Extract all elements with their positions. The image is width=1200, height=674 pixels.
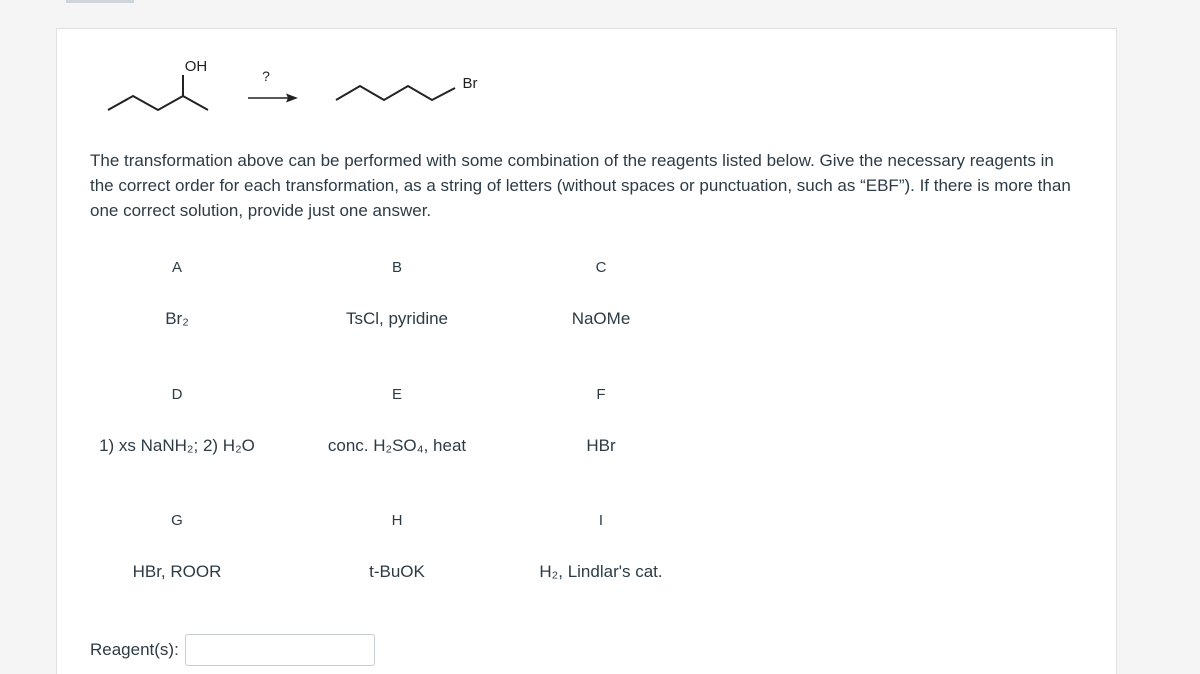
option-reagent: t-BuOK [369,562,425,581]
arrow-label: ? [262,68,270,84]
option-d [67,386,287,456]
option-c [491,259,711,329]
option-letter: H [391,512,403,529]
reactant-oh-label: OH [184,58,208,75]
option-reagent: Br₂ [165,309,189,328]
reactant-skeleton [108,96,208,110]
option-reagent: NaOMe [571,309,631,328]
reaction-scheme-svg [100,48,520,128]
question-text: The transformation above can be performed with some combination of the reagents listed below. Give the necessary reagents in the correct order for each transformation, as a string of letters (without spaces or punctuation, such as “EBF”). If there is more than one correct solution, provide just one answer. [90,151,1071,220]
option-letter: I [598,512,604,529]
option-a [67,259,287,329]
option-i [491,512,711,582]
option-reagent: HBr, ROOR [132,562,222,581]
option-h [287,512,507,582]
option-letter: B [391,259,402,276]
product-br-label: Br [462,75,478,92]
option-reagent: HBr [586,436,616,455]
product-skeleton [336,86,455,100]
option-reagent: TsCl, pyridine [345,309,449,328]
option-reagent: H₂, Lindlar's cat. [539,562,663,581]
option-f [491,386,711,456]
option-g [67,512,287,582]
option-reagent: 1) xs NaNH₂; 2) H₂O [99,436,255,455]
left-gutter [0,28,57,674]
reaction-scheme [100,48,520,128]
option-b [287,259,507,329]
top-header-band [0,0,1200,29]
right-gutter [1116,28,1200,674]
option-letter: D [171,386,183,403]
answer-label: Reagent(s): [90,640,179,659]
reagents-answer-input[interactable] [185,634,375,666]
top-edge-mark [66,0,134,3]
option-reagent: conc. H₂SO₄, heat [327,436,467,455]
option-letter: C [595,259,607,276]
option-e [287,386,507,456]
option-letter: E [391,386,402,403]
option-letter: A [171,259,182,276]
option-letter: G [171,512,183,529]
option-letter: F [596,386,606,403]
